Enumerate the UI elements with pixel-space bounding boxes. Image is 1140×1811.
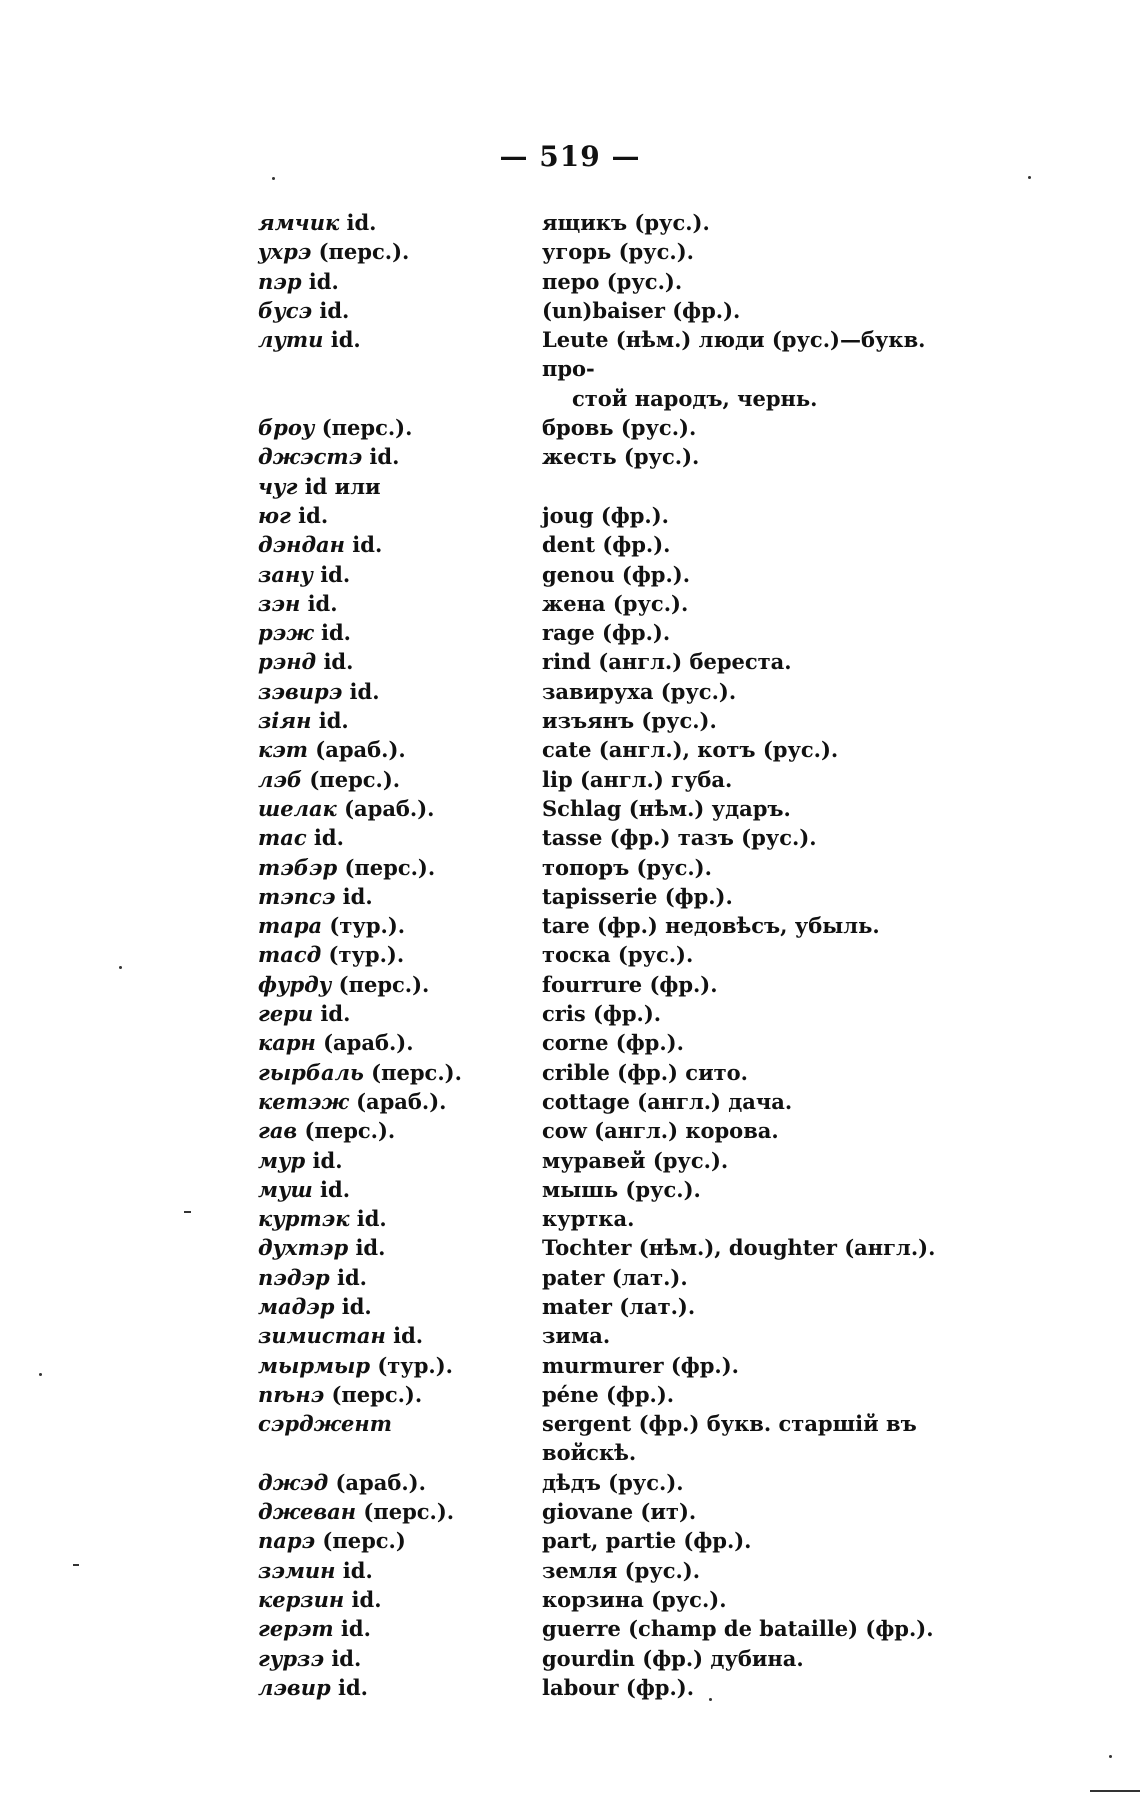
headword: броу (258, 415, 315, 441)
entry-etymology (542, 706, 972, 735)
etymology-text: топоръ (рус.). (542, 854, 712, 880)
headword: пѣнэ (258, 1381, 325, 1407)
entry-headword (258, 442, 528, 471)
entry-headword (258, 325, 528, 354)
etymology-text: завируха (рус.). (542, 678, 737, 704)
dictionary-entry (0, 1233, 1140, 1262)
dictionary-entry (0, 1116, 1140, 1145)
etymology-text: муравей (рус.). (542, 1147, 729, 1173)
headword: зэвирэ (258, 678, 343, 704)
headword-note: (тур.). (370, 1352, 453, 1378)
entry-etymology (542, 765, 972, 794)
etymology-text: lip (англ.) губа. (542, 766, 733, 792)
entry-etymology (542, 940, 972, 969)
headword-note: id. (335, 883, 373, 909)
etymology-text: corne (фр.). (542, 1030, 684, 1056)
headword-note: (араб.). (336, 795, 435, 821)
entry-etymology (542, 677, 972, 706)
entry-etymology (542, 1087, 972, 1116)
dictionary-entry (0, 1380, 1140, 1409)
etymology-text: pater (лат.). (542, 1264, 688, 1290)
entry-headword (258, 1204, 528, 1233)
entry-etymology (542, 1380, 972, 1409)
etymology-text: мышь (рус.). (542, 1176, 701, 1202)
dictionary-entry (0, 1526, 1140, 1555)
etymology-text: жесть (рус.). (542, 444, 700, 470)
etymology-text: жена (рус.). (542, 590, 689, 616)
headword: тасд (258, 942, 322, 968)
dictionary-entry (0, 501, 1140, 530)
dictionary-entry (0, 1673, 1140, 1702)
dictionary-entry (0, 442, 1140, 471)
etymology-text: тоска (рус.). (542, 942, 694, 968)
entry-etymology (542, 1175, 972, 1204)
entry-headword (258, 1028, 528, 1057)
headword-note: id. (342, 678, 380, 704)
headword: керзин (258, 1586, 345, 1612)
etymology-text: genou (фр.). (542, 561, 691, 587)
entry-headword (258, 589, 528, 618)
entry-etymology (542, 530, 972, 559)
entry-headword (258, 882, 528, 911)
dictionary-entry (0, 237, 1140, 266)
entry-headword (258, 970, 528, 999)
headword: бусэ (258, 297, 313, 323)
headword: джэд (258, 1469, 329, 1495)
entry-etymology (542, 618, 972, 647)
entry-etymology (542, 1526, 972, 1555)
entry-etymology (542, 1409, 972, 1468)
headword: шелак (258, 795, 337, 821)
headword-note: (араб.). (328, 1469, 426, 1495)
entry-etymology (542, 1321, 972, 1350)
etymology-text: Leute (нѣм.) люди (рус.)—букв. про- (542, 327, 926, 382)
dictionary-entry (0, 296, 1140, 325)
dictionary-entry (0, 677, 1140, 706)
entry-headword (258, 794, 528, 823)
headword: пэр (258, 268, 302, 294)
entry-etymology (542, 911, 972, 940)
page-number: — 519 — (499, 140, 641, 173)
entry-etymology (542, 1556, 972, 1585)
headword-note: (перс.). (311, 239, 410, 265)
headword: пэдэр (258, 1264, 330, 1290)
entry-etymology (542, 882, 972, 911)
etymology-text: (un)baiser (фр.). (542, 297, 741, 323)
headword: зэмин (258, 1557, 336, 1583)
etymology-text: cottage (англ.) дача. (542, 1088, 793, 1114)
headword: тас (258, 825, 307, 851)
dictionary-entry (0, 970, 1140, 999)
dictionary-entry (0, 1204, 1140, 1233)
entry-headword (258, 267, 528, 296)
entry-etymology (542, 1614, 972, 1643)
dictionary-entry (0, 647, 1140, 676)
etymology-text: giovane (ит). (542, 1499, 697, 1525)
dictionary-entry (0, 911, 1140, 940)
etymology-text: угорь (рус.). (542, 239, 694, 265)
etymology-text: cate (англ.), котъ (рус.). (542, 737, 839, 763)
entry-headword (258, 647, 528, 676)
entry-etymology (542, 325, 972, 413)
dictionary-entry (0, 1351, 1140, 1380)
headword-note: (тур.). (321, 942, 405, 968)
entry-etymology (542, 735, 972, 764)
entry-etymology (542, 1233, 972, 1262)
dictionary-entry (0, 472, 1140, 501)
etymology-text: dent (фр.). (542, 532, 671, 558)
entry-etymology (542, 1028, 972, 1057)
headword-note: (перс.). (356, 1499, 455, 1525)
headword-note: (араб.). (307, 737, 406, 763)
etymology-text: бровь (рус.). (542, 415, 697, 441)
etymology-continuation: стой народъ, чернь. (572, 385, 818, 411)
headword: лэб (258, 766, 303, 792)
headword: рэж (258, 620, 314, 646)
etymology-text: rage (фр.). (542, 620, 671, 646)
dictionary-entry (0, 940, 1140, 969)
headword-note: id. (301, 268, 339, 294)
entry-etymology (542, 970, 972, 999)
headword-note: (перс.). (314, 415, 413, 441)
etymology-text: куртка. (542, 1206, 635, 1232)
headword-note: (перс.). (363, 1059, 462, 1085)
entry-etymology (542, 1116, 972, 1145)
entry-etymology (542, 999, 972, 1028)
etymology-text: зима. (542, 1323, 611, 1349)
headword: тэбэр (258, 854, 338, 880)
headword: фурду (258, 971, 332, 997)
entry-headword (258, 1146, 528, 1175)
dictionary-entry (0, 208, 1140, 237)
headword: джеван (258, 1499, 357, 1525)
etymology-text: дѣдъ (рус.). (542, 1469, 684, 1495)
entry-headword (258, 1058, 528, 1087)
dictionary-entry (0, 560, 1140, 589)
entry-headword (258, 1673, 528, 1702)
entry-etymology (542, 237, 972, 266)
entry-headword (258, 413, 528, 442)
dictionary-entry (0, 1556, 1140, 1585)
entry-headword (258, 1614, 528, 1643)
dictionary-entry (0, 1614, 1140, 1643)
etymology-text: tare (фр.) недовѣсъ, убыль. (542, 913, 880, 939)
entry-etymology (542, 1058, 972, 1087)
etymology-text: guerre (champ de bataille) (фр.). (542, 1616, 934, 1642)
headword: лэвир (258, 1674, 331, 1700)
entry-headword (258, 1556, 528, 1585)
entry-etymology (542, 647, 972, 676)
headword: гери (258, 1001, 314, 1027)
dictionary-entry (0, 1409, 1140, 1468)
headword: кетэж (258, 1088, 349, 1114)
headword-note: id. (312, 297, 350, 323)
entry-headword (258, 296, 528, 325)
etymology-text: fourrure (фр.). (542, 971, 718, 997)
headword-note: (перс.). (324, 1381, 423, 1407)
entry-headword (258, 501, 528, 530)
entry-etymology (542, 1204, 972, 1233)
headword-note: id. (323, 327, 361, 353)
headword: гав (258, 1118, 298, 1144)
entry-headword (258, 1116, 528, 1145)
headword-note: (перс.) (315, 1528, 406, 1554)
entry-etymology (542, 296, 972, 325)
headword: сэрджент (258, 1411, 392, 1437)
etymology-text: земля (рус.). (542, 1557, 701, 1583)
etymology-text: sergent (фр.) букв. старшій въ войскѣ. (542, 1411, 917, 1466)
entry-etymology (542, 208, 972, 237)
entry-headword (258, 1351, 528, 1380)
headword-note: id. (339, 210, 377, 235)
headword-note: id. (312, 561, 351, 587)
entry-headword (258, 735, 528, 764)
headword: ухрэ (258, 239, 312, 265)
headword: муш (258, 1176, 313, 1202)
etymology-text: Schlag (нѣм.) ударъ. (542, 795, 791, 821)
entry-headword (258, 999, 528, 1028)
dictionary-entry (0, 765, 1140, 794)
print-speck (1028, 176, 1031, 179)
entry-etymology (542, 267, 972, 296)
headword: дэндан (258, 532, 345, 558)
etymology-text: Tochter (нѣм.), doughter (англ.). (542, 1235, 936, 1261)
entry-etymology (542, 1497, 972, 1526)
dictionary-entry (0, 794, 1140, 823)
entry-etymology (542, 413, 972, 442)
headword-note: id. (385, 1323, 424, 1349)
dictionary-entry (0, 1292, 1140, 1321)
headword: герэт (258, 1616, 334, 1642)
entry-headword (258, 1263, 528, 1292)
dictionary-entry (0, 1585, 1140, 1614)
entry-etymology (542, 1585, 972, 1614)
entry-headword (258, 1380, 528, 1409)
dictionary-entry (0, 1644, 1140, 1673)
etymology-text: rind (англ.) береста. (542, 649, 792, 675)
headword-note: id. (312, 1176, 351, 1202)
headword-note: id. (313, 1001, 351, 1027)
headword-note: id. (313, 620, 351, 646)
entry-etymology (542, 1468, 972, 1497)
etymology-text: murmurer (фр.). (542, 1352, 739, 1378)
etymology-text: péne (фр.). (542, 1381, 675, 1407)
dictionary-entry (0, 325, 1140, 413)
etymology-text: crible (фр.) сито. (542, 1059, 748, 1085)
etymology-text: tasse (фр.) тазъ (рус.). (542, 825, 817, 851)
dictionary-entry (0, 1175, 1140, 1204)
dictionary-entries (0, 208, 1140, 1702)
headword-note: id. (290, 502, 329, 528)
headword: духтэр (258, 1235, 349, 1261)
print-mark (184, 1211, 191, 1213)
headword-note: id. (349, 1206, 387, 1232)
entry-etymology (542, 501, 972, 530)
headword: тара (258, 913, 323, 939)
dictionary-entry (0, 530, 1140, 559)
headword-note: id. (335, 1557, 373, 1583)
etymology-text: part, partie (фр.). (542, 1528, 752, 1554)
entry-headword (258, 1087, 528, 1116)
headword-note: id. (344, 1586, 382, 1612)
headword-note: id. (330, 1674, 368, 1700)
entry-headword (258, 765, 528, 794)
entry-etymology (542, 1263, 972, 1292)
entry-etymology (542, 1146, 972, 1175)
etymology-text: mater (лат.). (542, 1293, 696, 1319)
headword-note: id. (316, 649, 354, 675)
entry-headword (258, 1526, 528, 1555)
print-speck (39, 1373, 42, 1376)
etymology-text: перо (рус.). (542, 268, 683, 294)
entry-etymology (542, 794, 972, 823)
entry-headword (258, 208, 528, 237)
etymology-text: корзина (рус.). (542, 1586, 727, 1612)
headword-note: id. (324, 1645, 362, 1671)
print-mark (73, 1564, 79, 1566)
headword: мур (258, 1147, 306, 1173)
entry-headword (258, 677, 528, 706)
headword-note: id или (297, 473, 381, 499)
headword-note: (тур.). (322, 913, 406, 939)
entry-headword (258, 823, 528, 852)
headword: зимистан (258, 1323, 386, 1349)
headword-note: id. (333, 1616, 371, 1642)
dictionary-entry (0, 853, 1140, 882)
entry-headword (258, 472, 528, 501)
etymology-text: gourdin (фр.) дубина. (542, 1645, 804, 1671)
headword: лути (258, 327, 324, 353)
print-speck (1109, 1755, 1112, 1758)
entry-headword (258, 618, 528, 647)
dictionary-entry (0, 1058, 1140, 1087)
headword: карн (258, 1030, 316, 1056)
dictionary-entry (0, 823, 1140, 852)
etymology-text: cow (англ.) корова. (542, 1118, 779, 1144)
headword: мадэр (258, 1293, 335, 1319)
etymology-text: labour (фр.). (542, 1674, 695, 1700)
headword-note: id. (305, 1147, 343, 1173)
entry-headword (258, 940, 528, 969)
dictionary-entry (0, 735, 1140, 764)
entry-headword (258, 1292, 528, 1321)
etymology-text: tapisserie (фр.). (542, 883, 733, 909)
etymology-text: joug (фр.). (542, 502, 669, 528)
headword-note: (перс.). (302, 766, 401, 792)
headword: ямчик (258, 210, 340, 235)
headword-note: id. (344, 532, 383, 558)
dictionary-entry (0, 999, 1140, 1028)
headword: кэт (258, 737, 308, 763)
headword: рэнд (258, 649, 317, 675)
entry-etymology (542, 823, 972, 852)
headword: куртэк (258, 1206, 350, 1232)
headword: зану (258, 561, 313, 587)
headword: гырбаль (258, 1059, 364, 1085)
headword: зіян (258, 708, 312, 734)
entry-headword (258, 1644, 528, 1673)
dictionary-entry (0, 706, 1140, 735)
entry-headword (258, 560, 528, 589)
entry-headword (258, 1233, 528, 1262)
dictionary-entry (0, 1263, 1140, 1292)
dictionary-entry (0, 1321, 1140, 1350)
entry-headword (258, 853, 528, 882)
headword-note: id. (311, 708, 349, 734)
dictionary-entry (0, 882, 1140, 911)
headword-note: id. (334, 1293, 372, 1319)
entry-etymology (542, 1644, 972, 1673)
headword-note: (араб.). (348, 1088, 447, 1114)
entry-headword (258, 911, 528, 940)
headword-note: id. (300, 590, 338, 616)
entry-headword (258, 1468, 528, 1497)
dictionary-entry (0, 413, 1140, 442)
dictionary-entry (0, 1087, 1140, 1116)
print-mark (1090, 1790, 1140, 1792)
entry-headword (258, 706, 528, 735)
headword: гурзэ (258, 1645, 325, 1671)
entry-headword (258, 530, 528, 559)
entry-etymology (542, 853, 972, 882)
entry-etymology (542, 1292, 972, 1321)
headword-note: (перс.). (337, 854, 436, 880)
headword-note: id. (348, 1235, 386, 1261)
etymology-text: cris (фр.). (542, 1001, 662, 1027)
headword-note: id. (362, 444, 400, 470)
dictionary-entry (0, 589, 1140, 618)
dictionary-entry (0, 1146, 1140, 1175)
headword: юг (258, 502, 291, 528)
dictionary-entry (0, 1497, 1140, 1526)
entry-headword (258, 1409, 528, 1438)
entry-etymology (542, 1351, 972, 1380)
dictionary-entry (0, 1028, 1140, 1057)
headword: зэн (258, 590, 301, 616)
etymology-text: ящикъ (рус.). (542, 210, 710, 235)
headword: парэ (258, 1528, 316, 1554)
dictionary-entry (0, 1468, 1140, 1497)
entry-headword (258, 1585, 528, 1614)
entry-etymology (542, 589, 972, 618)
headword: тэпсэ (258, 883, 336, 909)
headword-note: id. (329, 1264, 367, 1290)
headword: чуг (258, 473, 298, 499)
headword-note: (араб.). (315, 1030, 414, 1056)
headword-note: (перс.). (331, 971, 430, 997)
headword-note: id. (306, 825, 344, 851)
entry-etymology (542, 1673, 972, 1702)
print-speck (119, 966, 122, 969)
headword: мырмыр (258, 1352, 371, 1378)
print-speck (709, 1698, 712, 1701)
entry-headword (258, 1497, 528, 1526)
print-speck (272, 177, 275, 180)
entry-etymology (542, 560, 972, 589)
headword-note: (перс.). (297, 1118, 396, 1144)
entry-headword (258, 1175, 528, 1204)
headword: джэстэ (258, 444, 363, 470)
etymology-text: изъянъ (рус.). (542, 708, 717, 734)
dictionary-entry (0, 618, 1140, 647)
dictionary-entry (0, 267, 1140, 296)
entry-headword (258, 1321, 528, 1350)
entry-headword (258, 237, 528, 266)
entry-etymology (542, 442, 972, 471)
